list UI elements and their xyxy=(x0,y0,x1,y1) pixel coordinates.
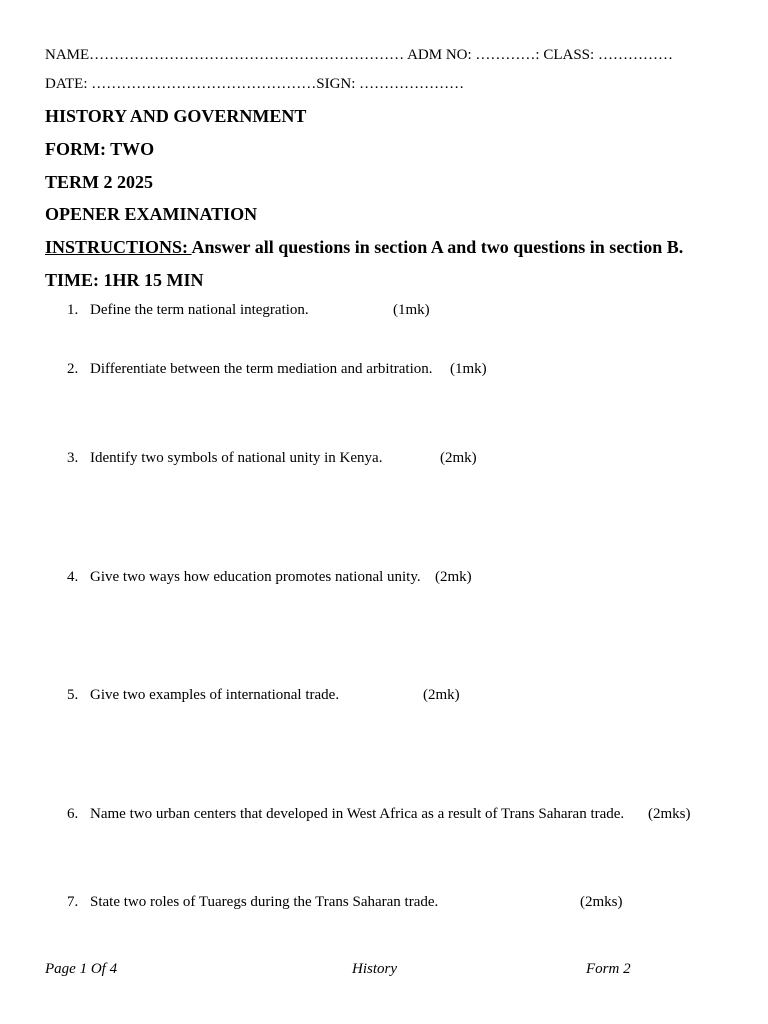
question-marks: (2mks) xyxy=(648,806,691,822)
question-number: 2. xyxy=(67,361,79,377)
question-marks: (2mks) xyxy=(580,894,623,910)
term-title: TERM 2 2025 xyxy=(45,172,153,192)
question-number: 6. xyxy=(67,806,79,822)
name-adm-class-line: NAME……………………………………………………… ADM NO: …………: CLASS: …………… xyxy=(45,47,673,63)
question-text: Name two urban centers that developed in West Africa as a result of Trans Saharan trade. xyxy=(90,806,625,822)
instructions-text: Answer all questions in section A and two questions in section B. xyxy=(191,237,684,257)
question-number: 5. xyxy=(67,687,79,703)
date-sign-line: DATE: ………………………………………SIGN: ………………… xyxy=(45,76,465,92)
question-text: Identify two symbols of national unity in Kenya. xyxy=(90,450,383,466)
question-number: 7. xyxy=(67,894,79,910)
exam-title: OPENER EXAMINATION xyxy=(45,204,258,224)
question-number: 3. xyxy=(67,450,79,466)
footer-subject: History xyxy=(352,961,397,977)
form-title: FORM: TWO xyxy=(45,139,155,159)
question-marks: (2mk) xyxy=(435,569,472,585)
instructions xyxy=(45,237,683,258)
question-number: 4. xyxy=(67,569,79,585)
question-text: Give two ways how education promotes national unity. xyxy=(90,569,421,585)
subject-title: HISTORY AND GOVERNMENT xyxy=(45,106,307,126)
question-marks: (2mk) xyxy=(423,687,460,703)
question-marks: (2mk) xyxy=(440,450,477,466)
question-text: Give two examples of international trade. xyxy=(90,687,340,703)
footer-form: Form 2 xyxy=(586,961,631,977)
question-marks: (1mk) xyxy=(393,302,430,318)
question-text: Differentiate between the term mediation and arbitration. xyxy=(90,361,433,377)
question-marks: (1mk) xyxy=(450,361,487,377)
instructions-label: INSTRUCTIONS: xyxy=(45,237,192,257)
question-text: State two roles of Tuaregs during the Trans Saharan trade. xyxy=(90,894,439,910)
question-text: Define the term national integration. xyxy=(90,302,309,318)
time-title: TIME: 1HR 15 MIN xyxy=(45,270,204,290)
footer-page-number: Page 1 Of 4 xyxy=(45,961,118,977)
question-number: 1. xyxy=(67,302,79,318)
